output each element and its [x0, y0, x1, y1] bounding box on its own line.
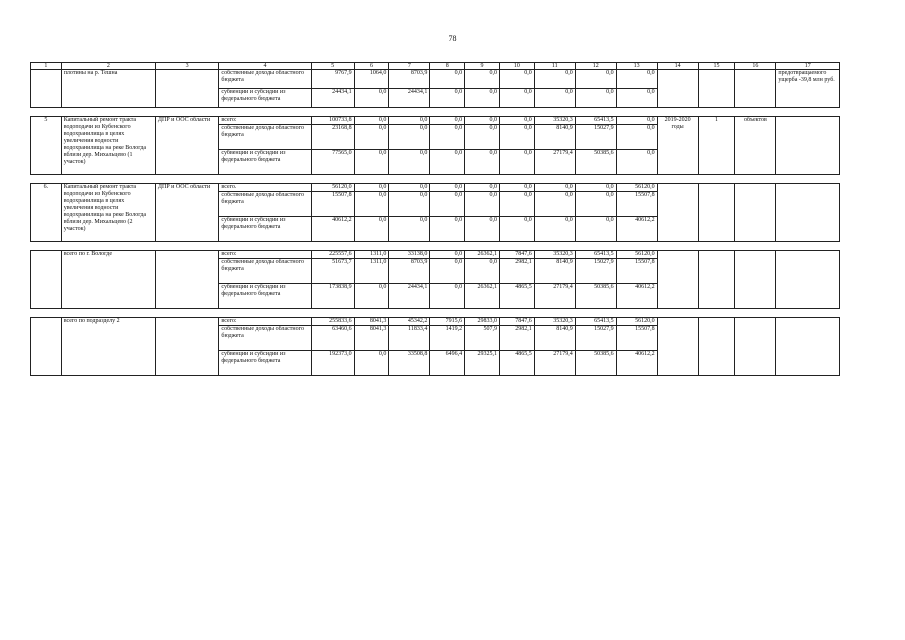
- indicator-value: 1: [698, 117, 735, 175]
- funding-source: собственные доходы областного бюджета: [219, 259, 311, 284]
- amount-cell: 0,0: [465, 125, 500, 150]
- table-row: [31, 117, 840, 125]
- item-name: всего по г. Вологде: [61, 251, 155, 309]
- amount-cell: 1311,0: [354, 259, 389, 284]
- item-number: 5: [31, 117, 62, 175]
- amount-cell: 2982,1: [499, 326, 534, 351]
- amount-cell: 15507,8: [311, 192, 354, 217]
- funding-source: всего:: [219, 318, 311, 326]
- amount-cell: 0,0: [499, 150, 534, 175]
- amount-cell: 0,0: [534, 89, 575, 108]
- amount-cell: 11833,4: [389, 326, 430, 351]
- amount-cell: 0,0: [575, 70, 616, 89]
- amount-cell: 507,9: [465, 326, 500, 351]
- amount-cell: 0,0: [389, 184, 430, 192]
- amount-cell: 1064,0: [354, 70, 389, 89]
- amount-cell: 1311,0: [354, 251, 389, 259]
- amount-cell: 63460,6: [311, 326, 354, 351]
- amount-cell: 0,0: [430, 125, 465, 150]
- amount-cell: 0,0: [499, 217, 534, 242]
- amount-cell: 0,0: [389, 125, 430, 150]
- block-gap: [31, 108, 840, 117]
- funding-source: всего.: [219, 184, 311, 192]
- amount-cell: 65413,5: [575, 318, 616, 326]
- amount-cell: 192373,0: [311, 351, 354, 376]
- indicator-value: [698, 251, 735, 309]
- column-number-5: 5: [311, 63, 354, 70]
- amount-cell: 0,0: [389, 217, 430, 242]
- amount-cell: 15507,8: [616, 259, 657, 284]
- amount-cell: 0,0: [616, 125, 657, 150]
- amount-cell: 0,0: [430, 217, 465, 242]
- table-row: [31, 318, 840, 326]
- amount-cell: 24434,1: [311, 89, 354, 108]
- block-gap: [31, 175, 840, 184]
- amount-cell: 29833,0: [465, 318, 500, 326]
- amount-cell: 8703,9: [389, 70, 430, 89]
- gap-cell: [31, 108, 840, 117]
- indicator-unit: [735, 318, 776, 376]
- amount-cell: 1419,2: [430, 326, 465, 351]
- amount-cell: 15507,8: [616, 326, 657, 351]
- amount-cell: 8041,3: [354, 326, 389, 351]
- amount-cell: 0,0: [430, 117, 465, 125]
- amount-cell: 0,0: [499, 89, 534, 108]
- amount-cell: 7847,6: [499, 251, 534, 259]
- column-number-11: 11: [534, 63, 575, 70]
- amount-cell: 56120,0: [616, 318, 657, 326]
- amount-cell: 0,0: [575, 217, 616, 242]
- column-number-3: 3: [155, 63, 218, 70]
- funding-source: всего:: [219, 117, 311, 125]
- column-number-7: 7: [389, 63, 430, 70]
- indicator-unit: [735, 251, 776, 309]
- item-executor: ДПР и ООС области: [155, 184, 218, 242]
- amount-cell: 0,0: [354, 184, 389, 192]
- amount-cell: 15507,8: [616, 192, 657, 217]
- indicator-note: [776, 184, 840, 242]
- amount-cell: 0,0: [499, 125, 534, 150]
- amount-cell: 24434,1: [389, 284, 430, 309]
- amount-cell: 8140,9: [534, 326, 575, 351]
- amount-cell: 56120,0: [311, 184, 354, 192]
- amount-cell: 0,0: [575, 184, 616, 192]
- column-number-10: 10: [499, 63, 534, 70]
- column-number-1: 1: [31, 63, 62, 70]
- indicator-note: [776, 117, 840, 175]
- amount-cell: 0,0: [465, 89, 500, 108]
- amount-cell: 77565,0: [311, 150, 354, 175]
- column-number-15: 15: [698, 63, 735, 70]
- amount-cell: 100733,8: [311, 117, 354, 125]
- amount-cell: 8041,3: [354, 318, 389, 326]
- amount-cell: 15027,9: [575, 259, 616, 284]
- amount-cell: 0,0: [616, 117, 657, 125]
- amount-cell: 8703,9: [389, 259, 430, 284]
- amount-cell: 15027,9: [575, 125, 616, 150]
- amount-cell: 26362,1: [465, 251, 500, 259]
- amount-cell: 0,0: [465, 117, 500, 125]
- amount-cell: 33138,0: [389, 251, 430, 259]
- amount-cell: 7847,6: [499, 318, 534, 326]
- amount-cell: 8140,9: [534, 259, 575, 284]
- amount-cell: 0,0: [389, 192, 430, 217]
- amount-cell: 65413,5: [575, 117, 616, 125]
- amount-cell: 0,0: [354, 125, 389, 150]
- item-name: Капитальный ремонт тракта водоподачи из Кубенского водохранилища в целях увеличения водности водохранилища на реке Вологда вблизи дер. Михальцево (1 участок): [61, 117, 155, 175]
- amount-cell: 0,0: [389, 117, 430, 125]
- indicator-value: [698, 318, 735, 376]
- funding-source: собственные доходы областного бюджета: [219, 125, 311, 150]
- amount-cell: 0,0: [430, 284, 465, 309]
- amount-cell: 0,0: [575, 192, 616, 217]
- column-number-row: [31, 63, 840, 70]
- indicator-note: предотвращаемого ущерба -39,8 млн руб.: [776, 70, 840, 108]
- amount-cell: 50385,6: [575, 284, 616, 309]
- item-executor: [155, 70, 218, 108]
- amount-cell: 0,0: [430, 70, 465, 89]
- indicator-value: [698, 70, 735, 108]
- column-number-8: 8: [430, 63, 465, 70]
- amount-cell: 0,0: [465, 184, 500, 192]
- indicator-note: [776, 318, 840, 376]
- column-number-17: 17: [776, 63, 840, 70]
- amount-cell: 0,0: [354, 351, 389, 376]
- amount-cell: 6496,4: [430, 351, 465, 376]
- amount-cell: 0,0: [616, 89, 657, 108]
- column-number-9: 9: [465, 63, 500, 70]
- amount-cell: 45342,2: [389, 318, 430, 326]
- amount-cell: 7915,6: [430, 318, 465, 326]
- block-gap: [31, 309, 840, 318]
- amount-cell: 0,0: [430, 89, 465, 108]
- amount-cell: 50385,6: [575, 351, 616, 376]
- funding-source: собственные доходы областного бюджета: [219, 70, 311, 89]
- amount-cell: 35320,3: [534, 318, 575, 326]
- amount-cell: 0,0: [389, 150, 430, 175]
- table-row: [31, 70, 840, 89]
- amount-cell: 65413,5: [575, 251, 616, 259]
- column-number-6: 6: [354, 63, 389, 70]
- amount-cell: 0,0: [430, 259, 465, 284]
- amount-cell: 0,0: [465, 259, 500, 284]
- indicator-note: [776, 251, 840, 309]
- amount-cell: 15027,9: [575, 326, 616, 351]
- amount-cell: 225557,6: [311, 251, 354, 259]
- gap-cell: [31, 242, 840, 251]
- item-number: 6.: [31, 184, 62, 242]
- column-number-4: 4: [219, 63, 311, 70]
- amount-cell: 0,0: [430, 192, 465, 217]
- amount-cell: 40612,2: [616, 284, 657, 309]
- indicator-unit: [735, 70, 776, 108]
- amount-cell: 40612,2: [616, 351, 657, 376]
- item-number: [31, 251, 62, 309]
- amount-cell: 56120,0: [616, 184, 657, 192]
- amount-cell: 0,0: [354, 217, 389, 242]
- amount-cell: 0,0: [465, 70, 500, 89]
- amount-cell: 27179,4: [534, 150, 575, 175]
- indicator-value: [698, 184, 735, 242]
- implementation-period: [657, 70, 698, 108]
- amount-cell: 0,0: [354, 150, 389, 175]
- amount-cell: 0,0: [575, 89, 616, 108]
- amount-cell: 9767,9: [311, 70, 354, 89]
- funding-source: всего:: [219, 251, 311, 259]
- column-number-14: 14: [657, 63, 698, 70]
- amount-cell: 0,0: [354, 192, 389, 217]
- item-executor: [155, 251, 218, 309]
- amount-cell: 0,0: [430, 150, 465, 175]
- amount-cell: 50385,6: [575, 150, 616, 175]
- column-number-2: 2: [61, 63, 155, 70]
- amount-cell: 0,0: [465, 150, 500, 175]
- implementation-period: [657, 184, 698, 242]
- amount-cell: 29325,1: [465, 351, 500, 376]
- amount-cell: 40612,2: [616, 217, 657, 242]
- amount-cell: 0,0: [430, 251, 465, 259]
- amount-cell: 35320,3: [534, 117, 575, 125]
- amount-cell: 0,0: [534, 184, 575, 192]
- amount-cell: 0,0: [499, 184, 534, 192]
- amount-cell: 0,0: [616, 70, 657, 89]
- amount-cell: 26362,1: [465, 284, 500, 309]
- funding-source: субвенции и субсидии из федерального бюджета: [219, 284, 311, 309]
- column-number-13: 13: [616, 63, 657, 70]
- item-executor: [155, 318, 218, 376]
- column-number-16: 16: [735, 63, 776, 70]
- amount-cell: 51673,7: [311, 259, 354, 284]
- amount-cell: 0,0: [465, 192, 500, 217]
- implementation-period: [657, 251, 698, 309]
- table-row: [31, 251, 840, 259]
- gap-cell: [31, 175, 840, 184]
- amount-cell: 56120,0: [616, 251, 657, 259]
- page-number: 78: [448, 34, 457, 43]
- amount-cell: 0,0: [430, 184, 465, 192]
- funding-source: субвенции и субсидии из федерального бюджета: [219, 217, 311, 242]
- item-name: всего по подразделу 2: [61, 318, 155, 376]
- amount-cell: 8140,9: [534, 125, 575, 150]
- amount-cell: 173838,9: [311, 284, 354, 309]
- table-row: [31, 184, 840, 192]
- amount-cell: 0,0: [534, 217, 575, 242]
- amount-cell: 27179,4: [534, 284, 575, 309]
- amount-cell: 35320,3: [534, 251, 575, 259]
- item-name: плотины на р. Тешна: [61, 70, 155, 108]
- funding-source: собственные доходы областного бюджета: [219, 192, 311, 217]
- block-gap: [31, 242, 840, 251]
- amount-cell: 0,0: [499, 192, 534, 217]
- amount-cell: 0,0: [534, 70, 575, 89]
- amount-cell: 0,0: [354, 117, 389, 125]
- funding-source: субвенции и субсидии из федерального бюджета: [219, 351, 311, 376]
- amount-cell: 33508,8: [389, 351, 430, 376]
- implementation-period: 2019-2020 годы: [657, 117, 698, 175]
- item-number: [31, 70, 62, 108]
- amount-cell: 0,0: [465, 217, 500, 242]
- item-number: [31, 318, 62, 376]
- item-executor: ДПР и ООС области: [155, 117, 218, 175]
- amount-cell: 24434,1: [389, 89, 430, 108]
- gap-cell: [31, 309, 840, 318]
- indicator-unit: [735, 184, 776, 242]
- amount-cell: 27179,4: [534, 351, 575, 376]
- budget-table: [30, 62, 840, 376]
- funding-source: собственные доходы областного бюджета: [219, 326, 311, 351]
- amount-cell: 0,0: [616, 150, 657, 175]
- amount-cell: 0,0: [354, 284, 389, 309]
- amount-cell: 0,0: [499, 70, 534, 89]
- amount-cell: 0,0: [534, 192, 575, 217]
- amount-cell: 0,0: [354, 89, 389, 108]
- amount-cell: 2982,1: [499, 259, 534, 284]
- column-number-12: 12: [575, 63, 616, 70]
- amount-cell: 0,0: [499, 117, 534, 125]
- indicator-unit: объектов: [735, 117, 776, 175]
- item-name: Капитальный ремонт тракта водоподачи из Кубенского водохранилища в целях увеличения водности водохранилища на реке Вологда вблизи дер. Михальцево (2 участок): [61, 184, 155, 242]
- amount-cell: 40612,2: [311, 217, 354, 242]
- amount-cell: 23168,8: [311, 125, 354, 150]
- amount-cell: 4865,5: [499, 351, 534, 376]
- funding-source: субвенции и субсидии из федерального бюджета: [219, 89, 311, 108]
- amount-cell: 255833,6: [311, 318, 354, 326]
- implementation-period: [657, 318, 698, 376]
- funding-source: субвенции и субсидии из федерального бюджета: [219, 150, 311, 175]
- amount-cell: 4865,5: [499, 284, 534, 309]
